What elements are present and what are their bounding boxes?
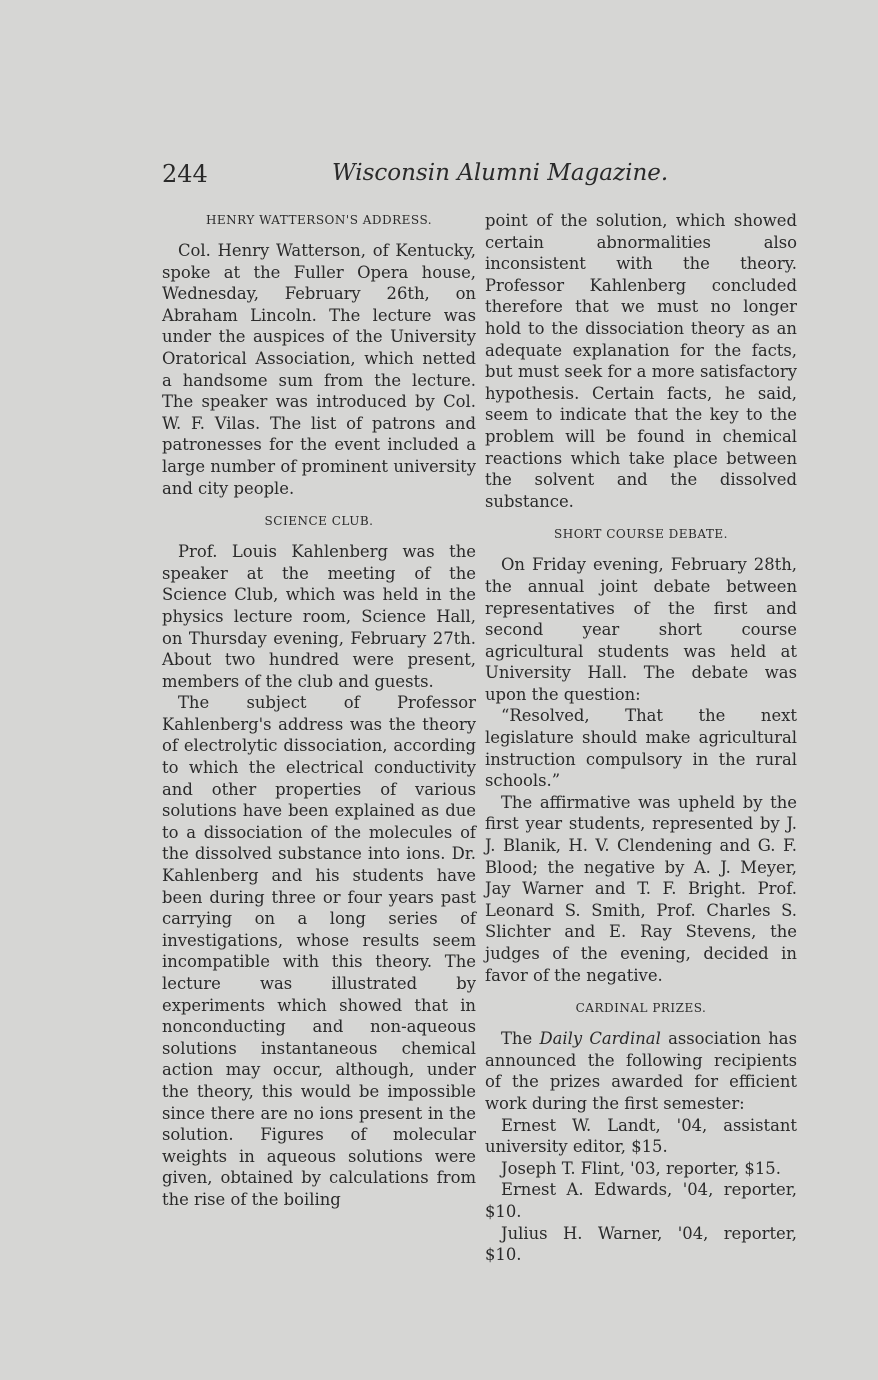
section-heading-short-course-debate: SHORT COURSE DEBATE.	[554, 527, 728, 542]
section-heading-watterson: HENRY WATTERSON'S ADDRESS.	[205, 213, 433, 227]
paragraph-cardinal-intro	[485, 1028, 797, 1114]
intro-text-after: association has announced the following recipients of the prizes awarded for efficient work during the first semester:	[485, 1029, 797, 1113]
section-heading-cardinal-prizes: CARDINAL PRIZES.	[575, 1001, 707, 1016]
paragraph-watterson: Col. Henry Watterson, of Kentucky, spoke at the Fuller Opera house, Wednesday, February 26th, on Abraham Lincoln. The lecture was under the auspices of the University Oratorical Association, which netted a handsome sum from the lecture. The speaker was introduced by Col. W. F. Vilas. The list of patrons and patronesses for the event included a large number of prominent university and city people.	[162, 241, 476, 498]
section-heading-science-club: SCIENCE CLUB.	[264, 514, 374, 529]
prize-entry-flint: Joseph T. Flint, '03, reporter, $15.	[501, 1158, 781, 1178]
left-column	[162, 210, 476, 1211]
page-number: 244	[162, 160, 208, 188]
paragraph-science-club-2: The subject of Professor Kahlenberg's address was the theory of electrolytic dissociation, according to which the electrical conductivity and other properties of various solutions have been explained as due to a dissociation of the molecules of the dissolved substance into ions. Dr. Kahlenberg and his students have been during three or four years past carrying on a long series of investigations, whose results seem incompatible with this theory. The lecture was illustrated by experiments which showed that in nonconducting and non-aqueous solutions instantaneous chemical action may occur, although, under the theory, this would be impossible since there are no ions present in the solution. Figures of molecular weights in aqueous solutions were given, obtained by calculations from the rise of the boiling	[162, 693, 476, 1209]
paragraph-debate-1: On Friday evening, February 28th, the annual joint debate between representatives of the first and second year short course agricultural students was held at University Hall. The debate was upon the question:	[485, 555, 797, 704]
paragraph-debate-result: The affirmative was upheld by the first year students, represented by J. J. Blanik, H. V. Clendening and G. F. Blood; the negative by A. J. Meyer, Jay Warner and T. F. Bright. Prof. Leonard S. Smith, Prof. Charles S. Slichter and E. Ray Stevens, the judges of the evening, decided in favor of the negative.	[485, 792, 797, 985]
paragraph-continuation: point of the solution, which showed certain abnormalities also inconsistent with the theory. Professor Kahlenberg concluded therefore that we must no longer hold to the dissociation theory as an adequate explanation for the facts, but must seek for a more satisfactory hypothesis. Certain facts, he said, seem to indicate that the key to the problem will be found in chemical reactions which take place between the solvent and the dissolved substance.	[485, 211, 797, 511]
page-header	[162, 160, 669, 200]
paragraph-debate-resolution: “Resolved, That the next legislature should make agricultural instruction compulsory in the rural schools.”	[485, 706, 797, 791]
prize-entry-edwards: Ernest A. Edwards, '04, reporter, $10.	[485, 1180, 797, 1221]
right-column	[485, 210, 797, 1266]
daily-cardinal-title: Daily Cardinal	[539, 1029, 661, 1049]
prize-entry-landt: Ernest W. Landt, '04, assistant university editor, $15.	[485, 1115, 797, 1157]
intro-text-before: The	[501, 1029, 540, 1049]
running-title: Wisconsin Alumni Magazine.	[332, 160, 669, 186]
prize-entry-warner: Julius H. Warner, '04, reporter, $10.	[485, 1223, 797, 1265]
paragraph-science-club-1: Prof. Louis Kahlenberg was the speaker at the meeting of the Science Club, which was held in the physics lecture room, Science Hall, on Thursday evening, February 27th. About two hundred were present, members of the club and guests.	[162, 542, 476, 691]
